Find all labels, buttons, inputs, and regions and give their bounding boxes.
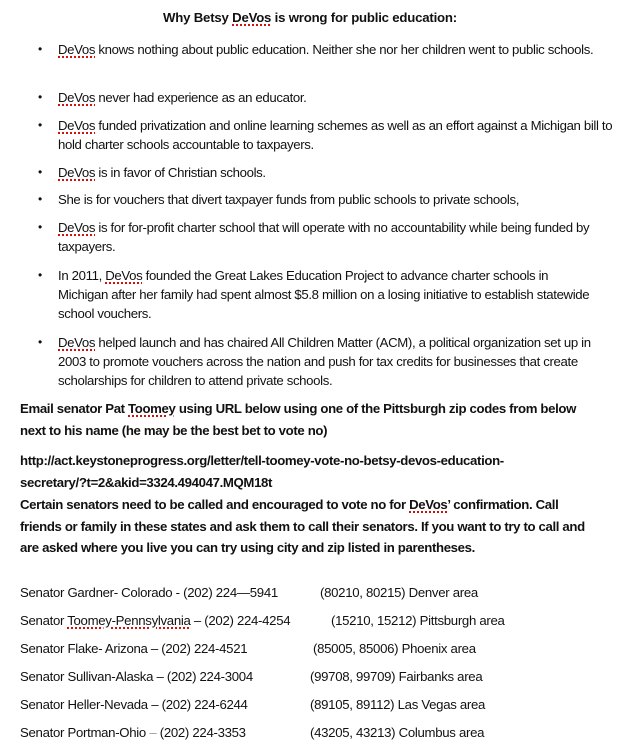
petition-url[interactable]: http://act.keystoneprogress.org/letter/tell-toomey-vote-no-betsy-devos-education- secretary/?t=2&akid=3324.494047.MQM18t (20, 453, 504, 490)
document-title: Why Betsy DeVos is wrong for public education: (163, 10, 457, 25)
bullet-icon: • (38, 268, 43, 282)
email-instructions: Email senator Pat Toomey using URL below using one of the Pittsburgh zip codes from below next to his name (he may be the best bet to vote no) (20, 401, 577, 438)
document-page: Why Betsy DeVos is wrong for public education: • DeVos knows nothing about public education. Neither she nor her children went to public schools. • DeVos never had experience as an educator. • DeVos funded privatization and online learning schemes as well as an effort against a Michigan bill to hold charter schools accountable to taxpayers. • DeVos is in favor of Christian schools. • She is for vouchers that divert taxpayer funds from public schools to private schools, • DeVos is for for-profit charter school that will operate with no accountability while being funded by taxpayers. • In 2011, DeVos founded the Great Lakes Education Project to advance charter schools in Michigan after her family had spent almost $5.8 million on a losing initiative to establish statewide school vouchers. • DeVos helped launch and has chaired All Children Matter (ACM), a political organization set up in 2003 to promote vouchers across the nation and push for tax credits for businesses that create scholarships for children to attend private schools. Email senator Pat Toomey using URL below using one of the Pittsburgh zip codes from below next to his name (he may be the best bet to vote no) http://act.keystoneprogress.org/letter/tell-toomey-vote-no-betsy-devos-education- secretary/?t=2&akid=3324.494047.MQM18t Certain senators need to be called and encouraged to vote no for DeVos’ confirmation. Call friends or family in these states and ask them to call their senators. If you want to try to call and are asked where you live you can try using city and zip listed in parentheses. Senator Gardner- Colorado - (202) 224—5941 (80210, 80215) Denver area Senator Toomey-Pennsylvania – (202) 224-4254 (15210, 15212) Pittsburgh area Senator Flake- Arizona – (202) 224-4521 (85005, 85006) Phoenix area Senator Sullivan-Alaska – (202) 224-3004 (99708, 99709) Fairbanks area Senator Heller-Nevada – (202) 224-6244 (89105, 89112) Las Vegas area Senator Portman-Ohio – (202) 224-3353 (43205, 43213) Columbus area (0, 0, 620, 753)
call-instructions: Certain senators need to be called and encouraged to vote no for DeVos’ confirmation. Call friends or family in these states and ask them to call their senators. If you want to try to call and are asked where you live you can try using city and zip listed in parentheses. (20, 497, 585, 555)
senator-row: Senator Flake- Arizona – (202) 224-4521 (85005, 85006) Phoenix area (20, 641, 476, 656)
bullet-icon: • (38, 192, 43, 206)
bullet-icon: • (38, 118, 43, 132)
bullet-icon: • (38, 335, 43, 349)
bullet-icon: • (38, 42, 43, 56)
misspelled-word: DeVos (232, 10, 272, 25)
senator-row: Senator Gardner- Colorado - (202) 224—5941 (80210, 80215) Denver area (20, 585, 478, 600)
senator-row: Senator Heller-Nevada – (202) 224-6244 (89105, 89112) Las Vegas area (20, 697, 486, 712)
bullet-icon: • (38, 220, 43, 234)
bullet-icon: • (38, 165, 43, 179)
senator-row: Senator Portman-Ohio – (202) 224-3353 (43205, 43213) Columbus area (20, 725, 485, 740)
bullet-icon: • (38, 90, 43, 104)
senator-row: Senator Sullivan-Alaska – (202) 224-3004 (99708, 99709) Fairbanks area (20, 669, 483, 684)
senator-row: Senator Toomey-Pennsylvania – (202) 224-4254 (15210, 15212) Pittsburgh area (20, 613, 505, 628)
